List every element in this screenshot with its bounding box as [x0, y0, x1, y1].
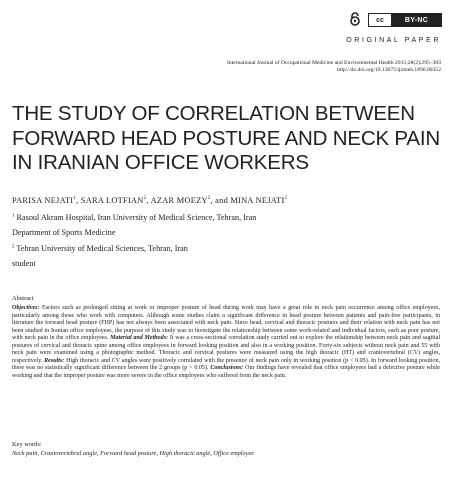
- doi-link[interactable]: http://dx.doi.org/10.13075/ijomeh.1896.00352: [337, 67, 441, 73]
- abstract-heading: Abstract: [12, 295, 34, 302]
- affiliation-text: Department of Sports Medicine: [12, 228, 116, 237]
- article-title: [12, 102, 447, 176]
- title-line: IN IRANIAN OFFICE WORKERS: [12, 151, 309, 174]
- license-terms: BY-NC: [392, 14, 441, 26]
- affiliation-text: student: [12, 259, 36, 268]
- conclusions-text: Our findings have revealed that office employees had a defective posture while working and that the improper posture was more severe in the office employees who suffered from the neck pain.: [12, 365, 440, 379]
- objectives-text: Factors such as prolonged sitting at work or improper posture of head during work may have a great role in neck pain occurrence among office employees, particularly among those who work with computers. Although some studies claim a significant difference in head posture between patients and pain-free participants, in literature the forward head posture (FHP) has not always been associated with neck pain. Since head, cervical and thoracic postures and their relation with neck pain has not been studied in Iranian office employees, the purpose of this study was to investigate the relationship between some work-related and individual factors, such as poor posture, with neck pain in the office employees.: [12, 305, 440, 342]
- author-affiliation-mark: 1: [73, 196, 77, 202]
- section-label: ORIGINAL PAPER: [346, 37, 441, 44]
- author-separator: ,: [146, 196, 151, 205]
- results-text: High thoracic and CV angles were positively correlated with the presence of neck pain only in working position (p < 0.05). In forward looking position, there was no statistically significant difference between the 2 groups (p > 0.05).: [12, 357, 440, 372]
- affiliation-line: [12, 228, 115, 237]
- license-badge: [368, 13, 442, 27]
- affiliation-mark: 1: [12, 213, 15, 219]
- author-name: SARA LOTFIAN: [80, 196, 144, 205]
- title-line: FORWARD HEAD POSTURE AND NECK PAIN: [12, 126, 440, 150]
- affiliation-line: [12, 244, 188, 253]
- cc-icon: cc: [369, 14, 392, 26]
- title-line: THE STUDY OF CORRELATION BETWEEN: [12, 102, 415, 125]
- author-name: PARISA NEJATI: [12, 196, 74, 205]
- affiliation-text: Rasoul Akram Hospital, Iran University of Medical Science, Tehran, Iran: [16, 213, 257, 222]
- objectives-label: Objectives:: [12, 305, 40, 311]
- affiliation-mark: 2: [12, 244, 15, 250]
- journal-reference: International Journal of Occupational Medicine and Environmental Health 2015;28(2):295–303: [226, 60, 441, 66]
- conclusions-label: Conclusions:: [210, 365, 244, 372]
- results-label: Results:: [44, 357, 65, 364]
- keywords-list: Neck pain, Craniovertebral angle, Forward head posture, High thoracic angle, Office employee: [12, 450, 255, 457]
- open-access-icon: [348, 12, 362, 26]
- author-affiliation-mark: 2: [284, 196, 288, 202]
- keywords-heading: Key words:: [12, 441, 42, 448]
- author-separator: ,: [76, 196, 81, 205]
- methods-label: Material and Methods:: [110, 335, 169, 342]
- author-affiliation-mark: 2: [143, 196, 147, 202]
- affiliation-text: Tehran University of Medical Sciences, Tehran, Iran: [16, 244, 188, 253]
- affiliation-line: [12, 213, 256, 222]
- author-name: MINA NEJATI: [230, 196, 285, 205]
- affiliation-line: [12, 259, 36, 268]
- author-list: [12, 196, 287, 205]
- abstract-body: [12, 305, 440, 380]
- author-affiliation-mark: 2: [207, 196, 211, 202]
- author-name: AZAR MOEZY: [150, 196, 208, 205]
- methods-text: It was a cross-sectional correlation study carried out to explore the relationship between neck pain and sagittal postures of cervical and thoracic spine among office employees in forward looking position and also in a working position. Forty-six subjects without neck pain and 55 with neck pain were examined using a photographic method. Thoracic and cervical postures were measured using the high thoracic (HT) and craniovertebral (CV) angles, respectively.: [12, 335, 440, 364]
- author-separator: , and: [210, 196, 231, 205]
